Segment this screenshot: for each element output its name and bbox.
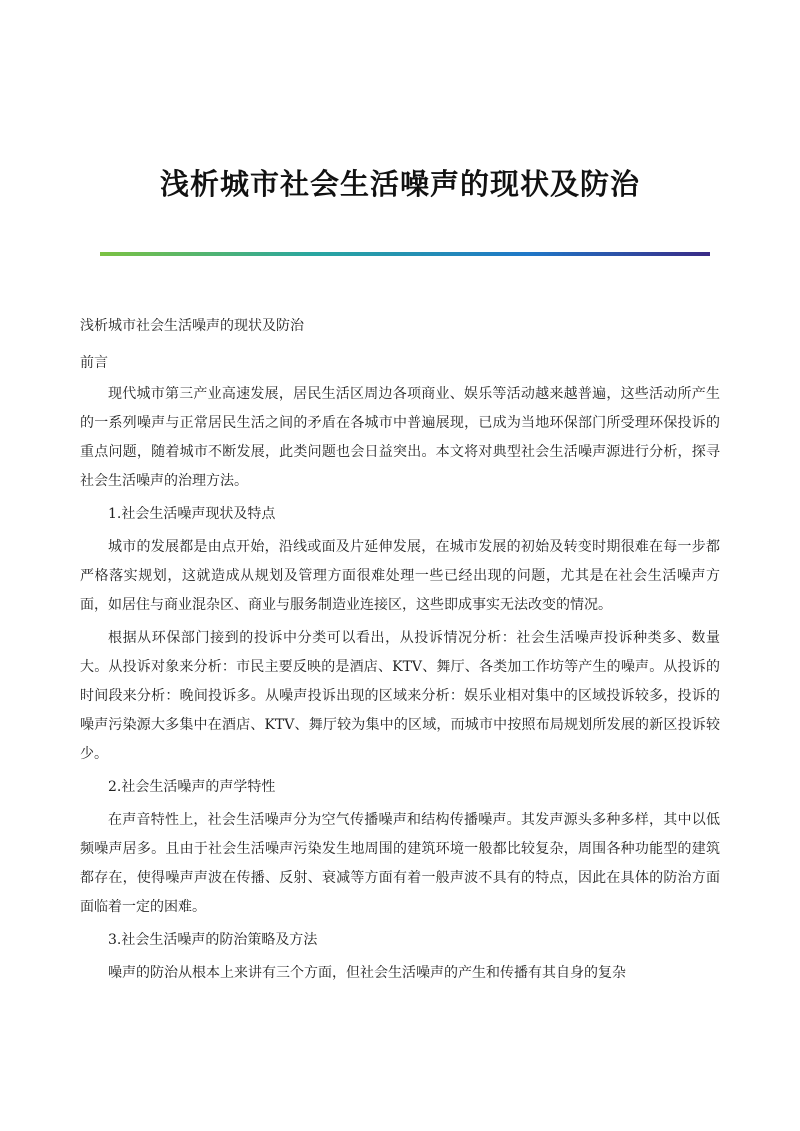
paragraph-intro: 现代城市第三产业高速发展，居民生活区周边各项商业、娱乐等活动越来越普遍，这些活动所产生的一系列噪声与正常居民生活之间的矛盾在各城市中普遍展现，已成为当地环保部门所受理环保投诉的重点问题，随着城市不断发展，此类问题也会日益突出。本文将对典型社会生活噪声源进行分析，探寻社会生活噪声的治理方法。 (80, 386, 720, 489)
title-divider (100, 252, 710, 256)
document-body (80, 312, 720, 988)
document-subtitle: 浅析城市社会生活噪声的现状及防治 (80, 318, 304, 334)
preface-label: 前言 (80, 355, 108, 371)
paragraph-section-1a: 城市的发展都是由点开始，沿线或面及片延伸发展，在城市发展的初始及转变时期很难在每一步都严格落实规划，这就造成从规划及管理方面很难处理一些已经出现的问题，尤其是在社会生活噪声方面，如居住与商业混杂区、商业与服务制造业连接区，这些即成事实无法改变的情况。 (80, 539, 720, 613)
section-heading-1: 1.社会生活噪声现状及特点 (108, 506, 276, 522)
paragraph-section-3: 噪声的防治从根本上来讲有三个方面，但社会生活噪声的产生和传播有其自身的复杂 (108, 965, 626, 981)
section-heading-2: 2.社会生活噪声的声学特性 (108, 779, 276, 795)
paragraph-section-1b: 根据从环保部门接到的投诉中分类可以看出，从投诉情况分析：社会生活噪声投诉种类多、数量大。从投诉对象来分析：市民主要反映的是酒店、KTV、舞厅、各类加工作坊等产生的噪声。从投诉的时间段来分析：晚间投诉多。从噪声投诉出现的区域来分析：娱乐业相对集中的区域投诉较多，投诉的噪声污染源大多集中在酒店、KTV、舞厅较为集中的区域，而城市中按照布局规划所发展的新区投诉较少。 (80, 630, 720, 762)
document-title: 浅析城市社会生活噪声的现状及防治 (159, 167, 640, 201)
section-heading-3: 3.社会生活噪声的防治策略及方法 (108, 932, 318, 948)
paragraph-section-2: 在声音特性上，社会生活噪声分为空气传播噪声和结构传播噪声。其发声源头多种多样，其中以低频噪声居多。且由于社会生活噪声污染发生地周围的建筑环境一般都比较复杂，周围各种功能型的建筑都存在，使得噪声声波在传播、反射、衰减等方面有着一般声波不具有的特点，因此在具体的防治方面面临着一定的困难。 (80, 812, 720, 915)
